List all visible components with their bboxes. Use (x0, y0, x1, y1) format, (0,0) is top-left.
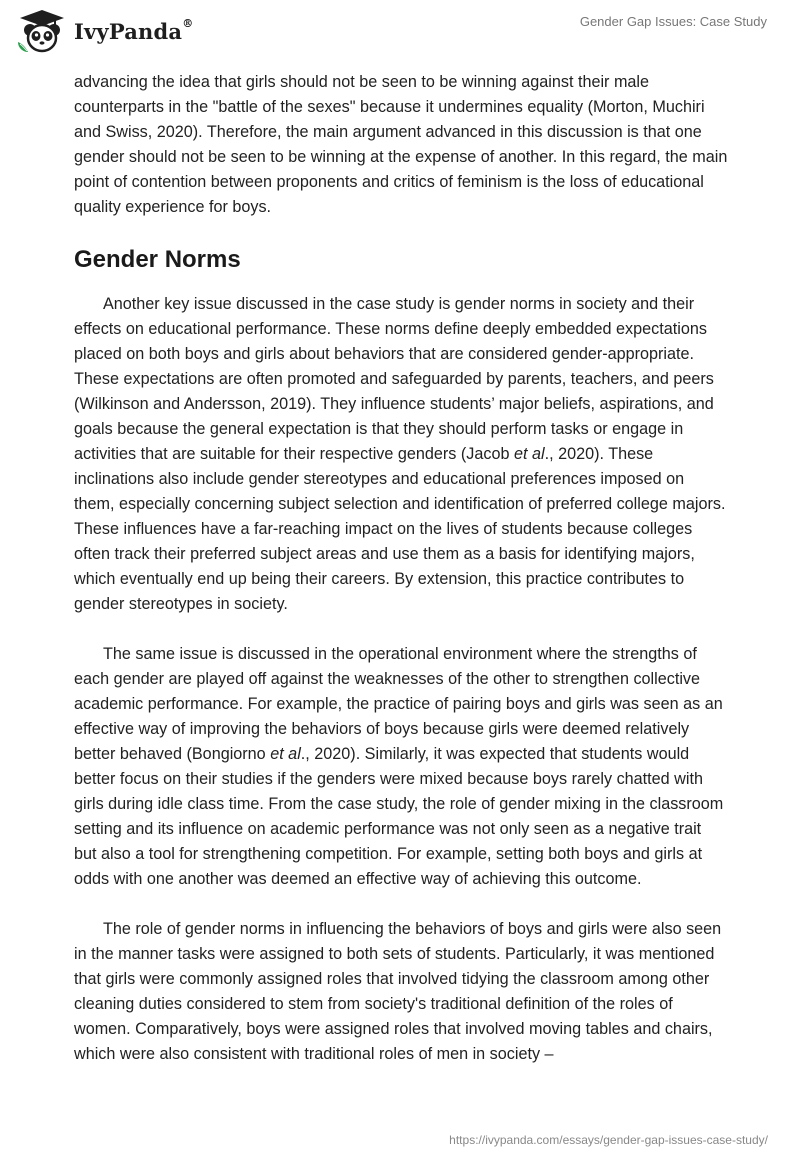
panda-graduate-icon (14, 8, 70, 54)
citation-et-al: et al (270, 745, 301, 763)
running-title: Gender Gap Issues: Case Study (579, 14, 767, 29)
paragraph-gender-norms-3: The role of gender norms in influencing the behaviors of boys and girls were also seen in the manner tasks were assigned to both sets of students. Particularly, it was mentioned that girls were commonly assigned roles that involved tidying the classroom among other cleaning duties considered to stem from society's traditional definition of the roles of women. Comparatively, boys were assigned roles that involved moving tables and chairs, which were also consistent with traditional roles of men in society – (74, 920, 722, 1063)
page-header (0, 0, 800, 70)
ivypanda-logo[interactable] (14, 8, 193, 54)
paragraph-gender-norms-1: Another key issue discussed in the case study is gender norms in society and their effects on educational performance. These norms define deeply embedded expectations placed on both boys and girls about behaviors that are considered gender-appropriate. These expectations are often promoted and safeguarded by parents, teachers, and peers (Wilkinson and Andersson, 2019). They influence students’ major beliefs, aspirations, and goals because the general expectation is that they should perform tasks or engage in activities that are suitable for their respective genders (Jacob et al., 2020). These inclinations also include gender stereotypes and educational preferences imposed on them, especially concerning subject selection and identification of preferred college majors. These influences have a far-reaching impact on the lives of students because colleges often track their preferred subject areas and use them as a basis for identifying majors, which eventually end up being their careers. By extension, this practice contributes to gender stereotypes in society. (74, 295, 726, 613)
source-url[interactable]: https://ivypanda.com/essays/gender-gap-issues-case-study/ (449, 1133, 768, 1147)
section-heading-gender-norms: Gender Norms (74, 246, 241, 273)
logo-wordmark: IvyPanda® (74, 16, 194, 44)
paragraph-gender-norms-2: The same issue is discussed in the operational environment where the strengths of each gender are played off against the weaknesses of the other to strengthen collective academic performance. For example, the practice of pairing boys and girls was seen as an effective way of improving the behaviors of boys because girls were deemed relatively better behaved (Bongiorno et al., 2020). Similarly, it was expected that students would better focus on their studies if the genders were mixed because boys rarely chatted with girls during idle class time. From the case study, the role of gender mixing in the classroom setting and its influence on academic performance was not only seen as a negative trait but also a tool for strengthening competition. For example, setting both boys and girls at odds with one another was deemed an effective way of achieving this outcome. (74, 645, 724, 888)
paragraph-intro-continuation: advancing the idea that girls should not be seen to be winning against their male counterparts in the "battle of the sexes" because it undermines equality (Morton, Muchiri and Swiss, 2020). Therefore, the main argument advanced in this discussion is that one gender should not be seen to be winning at the expense of another. In this regard, the main point of contention between proponents and critics of feminism is the loss of educational quality experience for boys. (74, 73, 728, 216)
essay-body (74, 70, 728, 1092)
citation-et-al: et al (513, 445, 545, 463)
